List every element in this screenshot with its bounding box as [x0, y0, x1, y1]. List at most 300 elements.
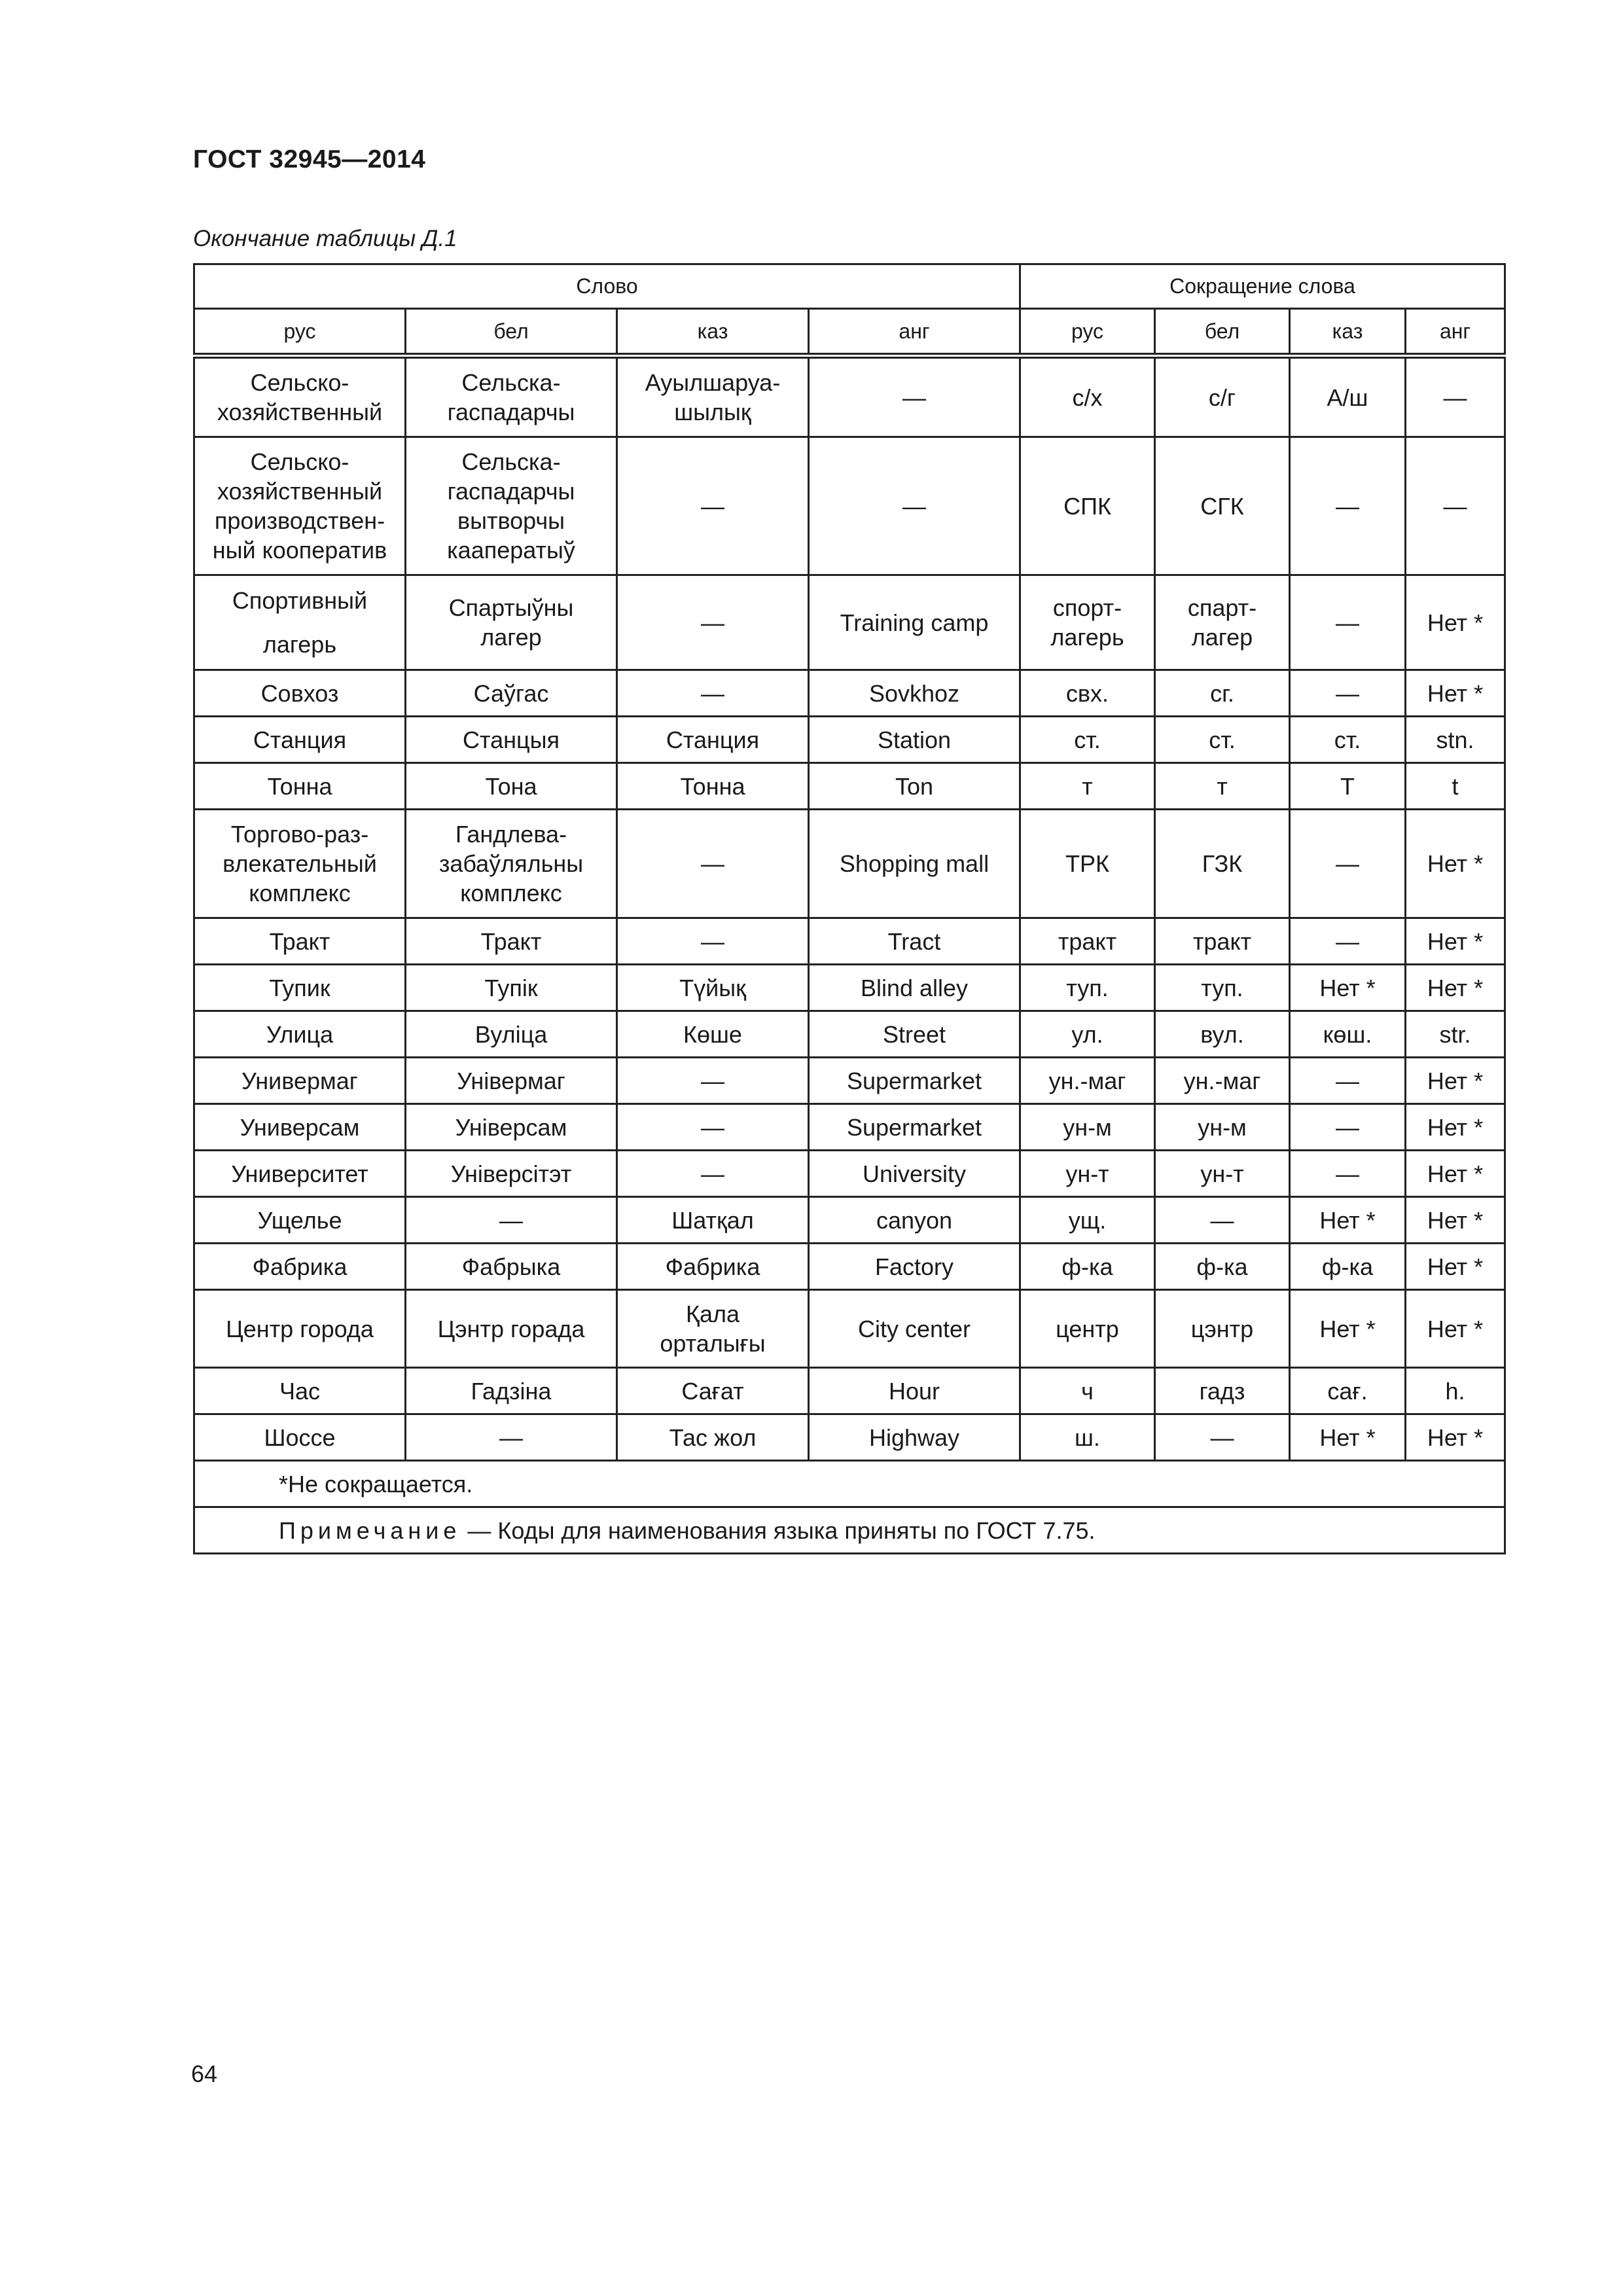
table-cell — [194, 1104, 406, 1151]
cell-line: Спортивный — [232, 587, 368, 614]
table-row — [194, 1197, 1505, 1244]
table-cell — [1020, 1104, 1155, 1151]
table-cell — [406, 965, 617, 1011]
cell-line: СГК — [1200, 492, 1244, 520]
cell-line: центр — [1056, 1315, 1119, 1342]
table-cell — [617, 437, 809, 575]
cell-line: с/х — [1072, 384, 1103, 411]
cell-line: Shopping mall — [839, 850, 990, 877]
table-cell — [406, 717, 617, 763]
table-cell — [809, 717, 1020, 763]
cell-line: Нет * — [1427, 1160, 1484, 1187]
table-cell — [1155, 1197, 1290, 1244]
table-cell — [1155, 575, 1290, 670]
table-row — [194, 670, 1505, 717]
cell-line: ун-м — [1198, 1113, 1247, 1141]
table-cell — [1290, 1104, 1406, 1151]
cell-line: Фабрика — [665, 1253, 760, 1280]
cell-line: Supermarket — [846, 1113, 982, 1141]
cell-line: Тракт — [480, 927, 542, 955]
column-header: рус — [194, 309, 406, 356]
table-cell — [1020, 918, 1155, 965]
cell-line: ш. — [1075, 1424, 1100, 1451]
cell-line: stn. — [1436, 726, 1474, 753]
cell-line: туп. — [1201, 974, 1243, 1001]
cell-line: — — [1336, 850, 1359, 877]
cell-line: Factory — [874, 1253, 954, 1280]
group-header-word: Слово — [194, 264, 1020, 309]
cell-line: — — [1210, 1206, 1234, 1234]
cell-line: Гадзіна — [471, 1377, 552, 1405]
cell-line: Сағат — [681, 1377, 744, 1405]
table-cell — [194, 1011, 406, 1058]
table-cell — [809, 1244, 1020, 1290]
cell-line: Тонна — [267, 772, 332, 800]
table-cell — [617, 356, 809, 437]
table-row — [194, 437, 1505, 575]
cell-line: Ауылшаруа- — [645, 369, 781, 396]
table-cell — [617, 1290, 809, 1368]
table-cell — [1406, 1368, 1505, 1414]
cell-line: Нет * — [1427, 609, 1484, 636]
cell-line: Нет * — [1427, 1113, 1484, 1141]
cell-line: шылық — [674, 399, 751, 425]
table-cell — [809, 810, 1020, 918]
cell-line: Спартыўны — [448, 594, 574, 621]
table-cell — [809, 1058, 1020, 1104]
cell-line: СПК — [1063, 492, 1111, 520]
cell-line: University — [862, 1160, 967, 1187]
cell-line: лагер — [480, 624, 542, 651]
table-cell — [1406, 918, 1505, 965]
table-cell — [1020, 1011, 1155, 1058]
table-cell — [1406, 1244, 1505, 1290]
cell-line: Шатқал — [671, 1206, 754, 1234]
cell-line: — — [701, 609, 724, 636]
cell-line: Sovkhoz — [868, 679, 960, 707]
table-cell — [1406, 437, 1505, 575]
table-cell — [1290, 1197, 1406, 1244]
cell-line: — — [902, 384, 926, 411]
table-cell — [809, 965, 1020, 1011]
cell-line: Тона — [485, 772, 537, 800]
cell-line: т — [1217, 772, 1228, 800]
cell-line: — — [499, 1206, 523, 1234]
cell-line: А/ш — [1327, 384, 1368, 411]
cell-line: — — [1336, 679, 1359, 707]
cell-line: Станция — [253, 726, 347, 753]
table-cell — [617, 965, 809, 1011]
table-cell — [809, 918, 1020, 965]
cell-line: Улица — [266, 1020, 334, 1048]
table-cell — [1155, 1414, 1290, 1461]
document-id: ГОСТ 32945—2014 — [193, 145, 426, 173]
table-cell — [194, 1197, 406, 1244]
column-header: бел — [1155, 309, 1290, 356]
table-cell — [1155, 437, 1290, 575]
cell-line: гаспадарчы — [447, 478, 575, 505]
cell-line: Час — [279, 1377, 320, 1405]
cell-line: Station — [877, 726, 952, 753]
cell-line: — — [1336, 1113, 1359, 1141]
group-header-abbreviation: Сокращение слова — [1020, 264, 1505, 309]
cell-line: — — [1336, 492, 1359, 520]
cell-line: ст. — [1334, 726, 1361, 753]
table-cell — [1020, 717, 1155, 763]
cell-line: — — [1336, 609, 1359, 636]
table-cell — [617, 810, 809, 918]
cell-line: ф-ка — [1061, 1253, 1113, 1280]
cell-line: Highway — [868, 1424, 960, 1451]
cell-line: гаспадарчы — [447, 399, 575, 425]
cell-line: ун.-маг — [1048, 1067, 1126, 1094]
table-cell — [809, 1197, 1020, 1244]
table-cell — [809, 437, 1020, 575]
table-cell — [406, 1058, 617, 1104]
cell-line: Көше — [683, 1020, 742, 1048]
table-cell — [1290, 1058, 1406, 1104]
cell-line: Совхоз — [260, 679, 339, 707]
cell-line: Тракт — [269, 927, 330, 955]
table-cell — [617, 763, 809, 810]
table-cell — [617, 1368, 809, 1414]
table-cell — [194, 918, 406, 965]
table-row — [194, 763, 1505, 810]
table-cell — [194, 575, 406, 670]
table-row — [194, 810, 1505, 918]
table-cell — [1020, 1197, 1155, 1244]
table-row — [194, 1151, 1505, 1197]
cell-line: лагерь — [1050, 624, 1124, 651]
cell-line: Сельско- — [250, 369, 349, 396]
column-header: каз — [1290, 309, 1406, 356]
note-label: Примечание — [279, 1516, 461, 1544]
cell-line: — — [1443, 492, 1467, 520]
cell-line: лагер — [1191, 624, 1253, 651]
cell-line: комплекс — [460, 880, 562, 906]
table-cell — [1406, 717, 1505, 763]
cell-line: Універмаг — [457, 1067, 565, 1094]
cell-line: Supermarket — [846, 1067, 982, 1094]
cell-line: Street — [882, 1020, 946, 1048]
cell-line: Tract — [887, 927, 941, 955]
table-cell — [194, 810, 406, 918]
cell-line: Қала — [685, 1300, 740, 1327]
table-row — [194, 965, 1505, 1011]
table-cell — [194, 1368, 406, 1414]
table-cell — [809, 1011, 1020, 1058]
cell-line: City center — [857, 1315, 971, 1342]
table-cell — [406, 810, 617, 918]
cell-line: Универсам — [240, 1113, 360, 1141]
table-cell — [1155, 763, 1290, 810]
cell-line: — — [701, 492, 724, 520]
table-cell — [1155, 918, 1290, 965]
table-cell — [1020, 1414, 1155, 1461]
cell-line: вытворчы — [457, 507, 565, 534]
cell-line: Станцыя — [463, 726, 560, 753]
cell-line: Нет * — [1427, 974, 1484, 1001]
table-row — [194, 1011, 1505, 1058]
table-cell — [406, 1104, 617, 1151]
cell-line: ф-ка — [1196, 1253, 1248, 1280]
table-cell — [809, 1151, 1020, 1197]
cell-line: Станция — [666, 726, 760, 753]
note-row — [194, 1507, 1505, 1554]
table-cell — [1155, 1151, 1290, 1197]
cell-line: Універсам — [455, 1113, 567, 1141]
table-cell — [406, 763, 617, 810]
table-cell — [1020, 356, 1155, 437]
cell-line: с/г — [1208, 384, 1236, 411]
table-cell — [194, 717, 406, 763]
cell-line: Нет * — [1427, 1253, 1484, 1280]
cell-line: — — [1336, 1067, 1359, 1094]
cell-line: — — [701, 1113, 724, 1141]
cell-line: көш. — [1323, 1020, 1372, 1048]
table-cell — [1290, 575, 1406, 670]
table-cell — [194, 763, 406, 810]
table-cell — [1020, 670, 1155, 717]
column-header: каз — [617, 309, 809, 356]
table-cell — [406, 1011, 617, 1058]
table-cell — [809, 670, 1020, 717]
table-cell — [1020, 1368, 1155, 1414]
cell-line: Сельско- — [250, 448, 349, 475]
cell-line: гадз — [1199, 1377, 1245, 1405]
table-cell — [406, 1244, 617, 1290]
cell-line: ный кооператив — [212, 537, 387, 564]
table-cell — [406, 1368, 617, 1414]
cell-line: — — [1443, 384, 1467, 411]
table-cell — [1155, 810, 1290, 918]
cell-line: Түйық — [679, 974, 746, 1001]
table-cell — [1155, 965, 1290, 1011]
table-cell — [617, 1151, 809, 1197]
note — [194, 1507, 1505, 1554]
cell-line: Ущелье — [257, 1206, 342, 1234]
table-cell — [1406, 1414, 1505, 1461]
cell-line: лагерь — [262, 631, 337, 658]
table-row — [194, 356, 1505, 437]
cell-line: h. — [1445, 1377, 1465, 1405]
table-cell — [194, 1058, 406, 1104]
table-cell — [1406, 1104, 1505, 1151]
cell-line: производствен- — [214, 507, 385, 534]
cell-line: t — [1452, 772, 1459, 800]
cell-line: Універсітэт — [450, 1160, 572, 1187]
table-cell — [1290, 810, 1406, 918]
cell-line: ун-м — [1063, 1113, 1112, 1141]
cell-line: Сельска- — [461, 448, 561, 475]
table-row — [194, 1290, 1505, 1368]
cell-line: Торгово-раз- — [230, 821, 369, 848]
cell-line: Нет * — [1427, 1424, 1484, 1451]
table-cell — [1406, 575, 1505, 670]
table-cell — [1155, 1368, 1290, 1414]
table-cell — [194, 1414, 406, 1461]
cell-line: сг. — [1210, 679, 1234, 707]
table-cell — [809, 763, 1020, 810]
table-cell — [406, 356, 617, 437]
table-cell — [406, 918, 617, 965]
table-cell — [617, 670, 809, 717]
cell-line: Training camp — [840, 609, 989, 636]
cell-line: Центр города — [226, 1315, 374, 1342]
cell-line: Нет * — [1319, 1206, 1376, 1234]
table-cell — [617, 1011, 809, 1058]
table-cell — [406, 1290, 617, 1368]
note-text: — Коды для наименования языка приняты по ГОСТ 7.75. — [461, 1516, 1096, 1544]
table-cell — [1406, 1011, 1505, 1058]
cell-line: Фабрыка — [461, 1253, 561, 1280]
cell-line: Цэнтр горада — [437, 1315, 585, 1342]
cell-line: — — [1336, 927, 1359, 955]
table-cell — [1406, 763, 1505, 810]
column-header: анг — [1406, 309, 1505, 356]
table-cell — [1155, 1058, 1290, 1104]
cell-line: кааператыў — [447, 537, 575, 564]
cell-line: Т — [1340, 772, 1355, 800]
table-cell — [809, 1104, 1020, 1151]
table-cell — [406, 575, 617, 670]
table-cell — [1155, 1290, 1290, 1368]
table-cell — [1406, 1290, 1505, 1368]
cell-line: Нет * — [1427, 927, 1484, 955]
cell-line: ун-т — [1200, 1160, 1244, 1187]
table-cell — [1020, 437, 1155, 575]
cell-line: — — [701, 679, 724, 707]
table-cell — [1290, 717, 1406, 763]
table-cell — [1406, 1197, 1505, 1244]
cell-line: — — [701, 850, 724, 877]
cell-line: Нет * — [1427, 1067, 1484, 1094]
table-cell — [1290, 437, 1406, 575]
table-cell — [809, 1368, 1020, 1414]
table-cell — [617, 1197, 809, 1244]
table-cell — [1155, 717, 1290, 763]
table-cell — [1020, 810, 1155, 918]
cell-line: туп. — [1066, 974, 1109, 1001]
cell-line: — — [701, 1067, 724, 1094]
table-cell — [1155, 670, 1290, 717]
table-cell — [406, 670, 617, 717]
column-header: бел — [406, 309, 617, 356]
cell-line: Фабрика — [252, 1253, 348, 1280]
table-cell — [617, 575, 809, 670]
table-body — [194, 356, 1505, 1461]
table-cell — [617, 1058, 809, 1104]
table-cell — [1290, 670, 1406, 717]
column-header: рус — [1020, 309, 1155, 356]
cell-line: свх. — [1065, 679, 1109, 707]
table-cell — [617, 918, 809, 965]
cell-line: — — [902, 492, 926, 520]
cell-line: Сельска- — [461, 369, 561, 396]
table-cell — [809, 1290, 1020, 1368]
page-number: 64 — [191, 2060, 218, 2087]
cell-line: ст. — [1209, 726, 1236, 753]
cell-line: str. — [1439, 1020, 1471, 1048]
table-cell — [194, 1244, 406, 1290]
cell-line: canyon — [876, 1206, 953, 1234]
table-cell — [194, 437, 406, 575]
footnote-row — [194, 1461, 1505, 1507]
cell-line: Тонна — [680, 772, 745, 800]
table-cell — [194, 670, 406, 717]
table-cell — [194, 965, 406, 1011]
abbreviations-table — [193, 263, 1506, 1554]
table-cell — [1020, 1244, 1155, 1290]
column-header-row — [194, 309, 1505, 356]
cell-line: Ton — [895, 772, 934, 800]
group-header-row — [194, 264, 1505, 309]
table-cell — [406, 437, 617, 575]
cell-line: хозяйственный — [217, 478, 383, 505]
cell-line: Тас жол — [669, 1424, 757, 1451]
cell-line: Саўгас — [473, 679, 549, 707]
table-cell — [1020, 1058, 1155, 1104]
cell-line: Blind alley — [860, 974, 969, 1001]
cell-line: вул. — [1200, 1020, 1244, 1048]
cell-line: т — [1082, 772, 1093, 800]
table-cell — [406, 1151, 617, 1197]
table-cell — [406, 1414, 617, 1461]
cell-line: забаўляльны — [438, 850, 584, 877]
cell-line: спорт- — [1052, 594, 1122, 621]
table-row — [194, 1104, 1505, 1151]
table-cell — [1155, 356, 1290, 437]
table-cell — [1290, 356, 1406, 437]
column-header: анг — [809, 309, 1020, 356]
table-cell — [1406, 1058, 1505, 1104]
table-caption: Окончание таблицы Д.1 — [193, 226, 457, 251]
cell-line: ТРК — [1065, 850, 1109, 877]
table-cell — [1290, 1244, 1406, 1290]
table-cell — [1155, 1104, 1290, 1151]
cell-line: Тупик — [269, 974, 330, 1001]
cell-line: — — [701, 927, 724, 955]
table-cell — [1290, 763, 1406, 810]
table-cell — [1406, 1151, 1505, 1197]
cell-line: Универмаг — [241, 1067, 358, 1094]
cell-line: Шоссе — [264, 1424, 336, 1451]
cell-line: сағ. — [1327, 1377, 1368, 1405]
table-cell — [1155, 1244, 1290, 1290]
table-cell — [1406, 965, 1505, 1011]
cell-line: ГЗК — [1202, 850, 1243, 877]
table-row — [194, 717, 1505, 763]
cell-line: ст. — [1074, 726, 1101, 753]
cell-line: — — [701, 1160, 724, 1187]
table-cell — [1020, 575, 1155, 670]
cell-line: ун.-маг — [1183, 1067, 1261, 1094]
table-cell — [194, 1151, 406, 1197]
table-row — [194, 1414, 1505, 1461]
table-row — [194, 1368, 1505, 1414]
cell-line: Нет * — [1427, 679, 1484, 707]
cell-line: спарт- — [1187, 594, 1257, 621]
table-row — [194, 918, 1505, 965]
table-cell — [617, 1244, 809, 1290]
cell-line: Hour — [888, 1377, 940, 1405]
table-cell — [809, 575, 1020, 670]
table-cell — [1290, 1151, 1406, 1197]
cell-line: орталығы — [660, 1330, 766, 1357]
table-row — [194, 575, 1505, 670]
table-cell — [1020, 1151, 1155, 1197]
cell-line: хозяйственный — [217, 399, 383, 425]
